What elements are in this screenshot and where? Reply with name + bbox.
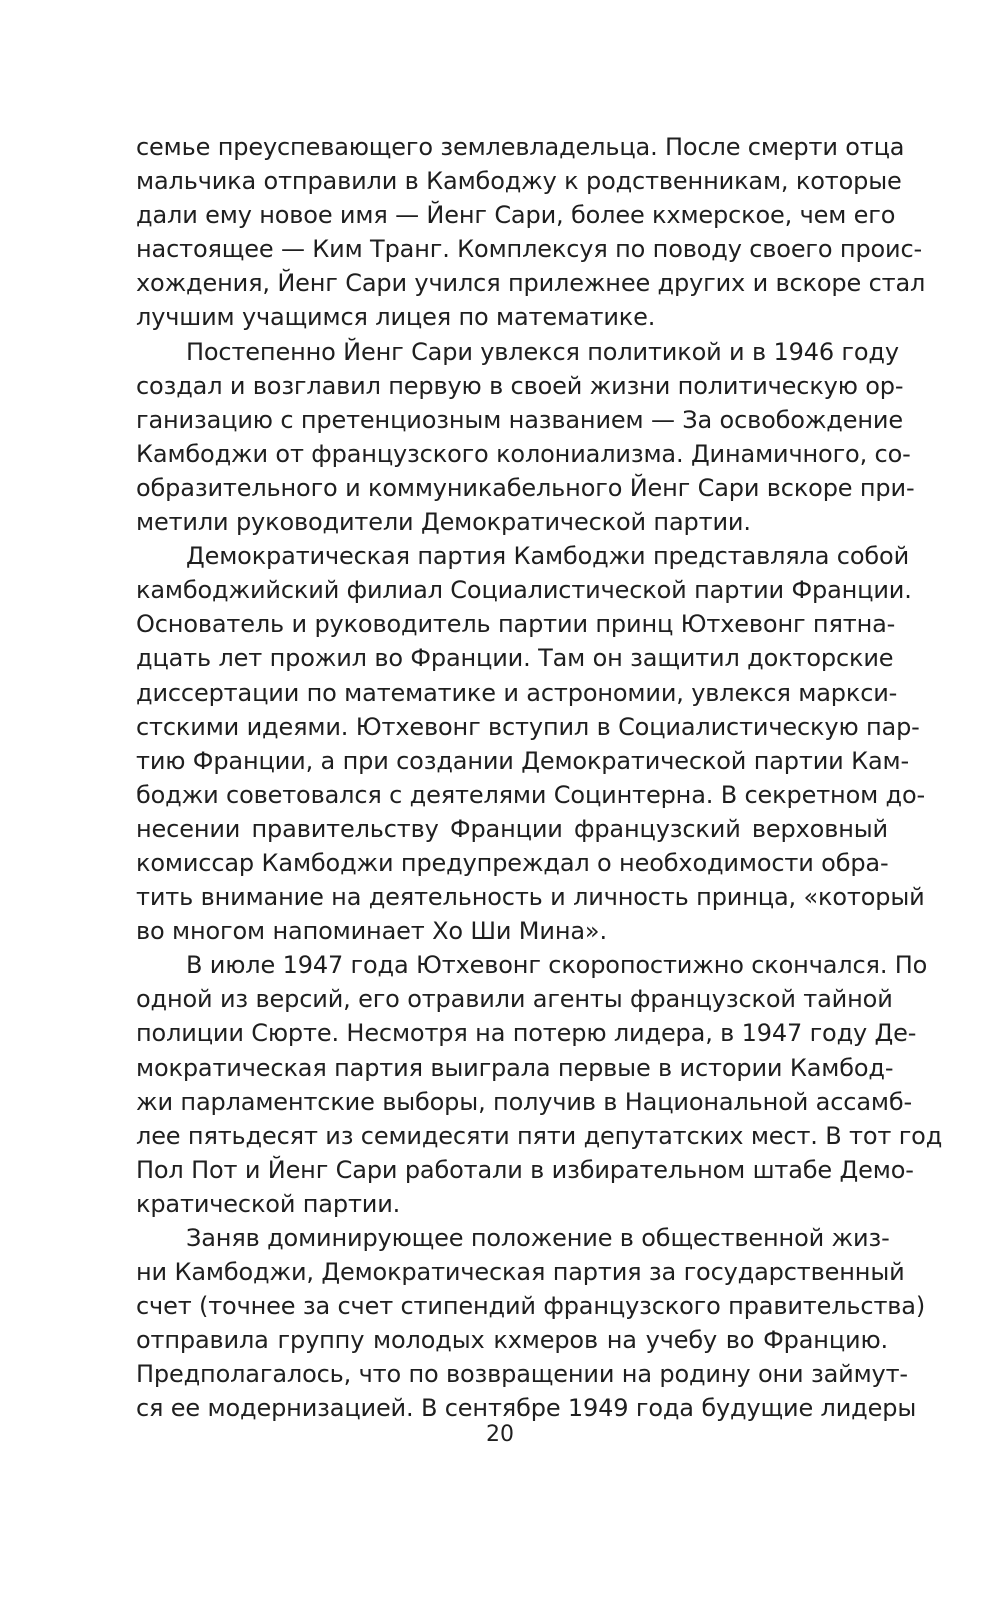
text-line: дцать лет прожил во Франции. Там он защитил докторские <box>136 644 894 673</box>
text-line: ся ее модернизацией. В сентябре 1949 года будущие лидеры <box>136 1394 917 1423</box>
text-line: лее пятьдесят из семидесяти пяти депутатских мест. В тот год <box>136 1121 943 1150</box>
text-line: одной из версий, его отравили агенты французской тайной <box>136 985 893 1014</box>
text-line: образительного и коммуникабельного Йенг Сари вскоре при- <box>136 473 915 502</box>
text-line: диссертации по математике и астрономии, увлекся маркси- <box>136 678 898 707</box>
text-line: мальчика отправили в Камбоджу к родственникам, которые <box>136 167 902 196</box>
text-line: дали ему новое имя — Йенг Сари, более кхмерское, чем его <box>136 201 896 230</box>
body-text <box>136 130 943 1426</box>
text-line: полиции Сюрте. Несмотря на потерю лидера, в 1947 году Де- <box>136 1019 917 1048</box>
text-line: стскими идеями. Ютхевонг вступил в Социалистическую пар- <box>136 712 920 741</box>
text-line: ганизацию с претенциозным названием — За освобождение <box>136 405 903 434</box>
text-line: Камбоджи от французского колониализма. Динамичного, со- <box>136 439 911 468</box>
paragraph-first-line: Заняв доминирующее положение в общественной жиз- <box>186 1224 890 1252</box>
text-line: лучшим учащимся лицея по математике. <box>136 303 656 332</box>
text-line: Пол Пот и Йенг Сари работали в избирательном штабе Демо- <box>136 1155 914 1184</box>
text-line: счет (точнее за счет стипендий французского правительства) <box>136 1292 926 1321</box>
text-line: создал и возглавил первую в своей жизни политическую ор- <box>136 371 904 400</box>
text-line: отправила группу молодых кхмеров на учебу во Францию. <box>136 1326 888 1355</box>
paragraph-first-line: Постепенно Йенг Сари увлекся политикой и в 1946 году <box>186 337 899 366</box>
text-line: семье преуспевающего землевладельца. После смерти отца <box>136 133 905 161</box>
text-line: Предполагалось, что по возвращении на родину они займут- <box>136 1360 908 1389</box>
text-line: тию Франции, а при создании Демократической партии Кам- <box>136 746 910 775</box>
text-line: тить внимание на деятельность и личность принца, «который <box>136 883 925 912</box>
text-line: хождения, Йенг Сари учился прилежнее других и вскоре стал <box>136 269 926 298</box>
paragraph-first-line: Демократическая партия Камбоджи представляла собой <box>186 542 910 571</box>
paragraph-first-line: В июле 1947 года Ютхевонг скоропостижно скончался. По <box>186 951 928 980</box>
text-line: Основатель и руководитель партии принц Ютхевонг пятна- <box>136 610 896 639</box>
text-line: метили руководители Демократической партии. <box>136 508 751 537</box>
page-number: 20 <box>486 1422 514 1447</box>
text-line: несении правительству Франции французский верховный <box>136 814 888 843</box>
text-line: кратической партии. <box>136 1189 401 1218</box>
text-line: камбоджийский филиал Социалистической партии Франции. <box>136 576 912 605</box>
text-line: ни Камбоджи, Демократическая партия за государственный <box>136 1258 905 1287</box>
text-line: мократическая партия выиграла первые в истории Камбод- <box>136 1053 894 1082</box>
text-line: жи парламентские выборы, получив в Национальной ассамб- <box>136 1087 912 1116</box>
text-line: комиссар Камбоджи предупреждал о необходимости обра- <box>136 848 889 877</box>
text-line: настоящее — Ким Транг. Комплексуя по поводу своего проис- <box>136 235 923 264</box>
text-line: во многом напоминает Хо Ши Мина». <box>136 917 607 946</box>
text-line: боджи советовался с деятелями Социнтерна. В секретном до- <box>136 780 926 809</box>
